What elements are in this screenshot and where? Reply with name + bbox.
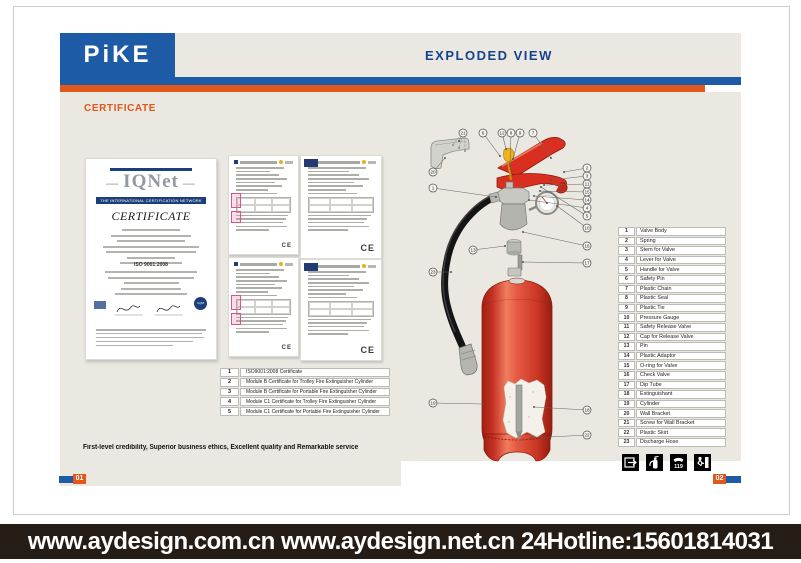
part-name: Pressure Gauge [636, 313, 726, 322]
decorative-block [308, 189, 346, 191]
decorative-block [312, 161, 360, 164]
ce-mark: CE [360, 243, 375, 253]
part-name: Discharge Hose [636, 438, 726, 447]
decorative-block [330, 205, 351, 212]
parts-list-row [618, 409, 726, 418]
part-name: Plastic Tie [636, 304, 726, 313]
callout-number: 23 [430, 269, 436, 275]
callout-leader-line [557, 206, 587, 228]
decorative-block [308, 171, 349, 173]
decorative-block [308, 330, 369, 332]
signatures [111, 297, 191, 321]
decorative-block [236, 218, 286, 220]
certificate-body-text-2 [101, 271, 201, 299]
decorative-block [308, 193, 357, 195]
decorative-block [236, 324, 283, 326]
ce-mark: CE [281, 243, 292, 249]
decorative-block [236, 189, 268, 191]
certificate-text-lines [236, 167, 291, 194]
part-name: Stem for Valve [636, 246, 726, 255]
part-number: 12 [618, 333, 635, 342]
approval-stamp [231, 295, 241, 310]
decorative-block [330, 302, 351, 309]
callout-number: 3 [585, 173, 589, 179]
part-name: Screw for Wall Bracket [636, 419, 726, 428]
certificate-table-row [220, 407, 390, 416]
callout-number: 18 [584, 407, 590, 413]
decorative-block [272, 300, 290, 307]
decorative-block [236, 174, 279, 176]
decorative-block [279, 160, 283, 164]
emergency-exit-sign-icon [694, 454, 711, 471]
decorative-block [309, 205, 330, 212]
page-number-right: 02 [713, 474, 726, 484]
iqnet-logo [86, 171, 216, 193]
parts-list-row [618, 390, 726, 399]
decorative-block [308, 218, 367, 220]
decorative-block [362, 264, 366, 268]
part-number: 21 [618, 419, 635, 428]
decorative-block [308, 275, 349, 277]
decorative-block [255, 205, 273, 212]
decorative-block [308, 185, 363, 187]
parts-list-row [618, 256, 726, 265]
decorative-block [308, 222, 364, 224]
callout-number: 7 [531, 130, 535, 136]
part-number: 22 [618, 428, 635, 437]
decorative-block [272, 307, 290, 314]
callout-number: 10 [584, 225, 590, 231]
header-orange-bar [60, 85, 705, 92]
certificate-text-lines [308, 271, 374, 298]
decorative-block [308, 286, 354, 288]
decorative-block [330, 309, 351, 316]
fire-equipment-sign-icon [622, 454, 639, 471]
iqnet-logo-text: IQNet [123, 171, 179, 192]
decorative-block [330, 198, 351, 205]
part-number: 7 [618, 285, 635, 294]
page-marker-bar-right [726, 476, 741, 483]
decorative-block [236, 291, 268, 293]
decorative-block [308, 229, 348, 231]
certificate-title: CERTIFICATE [111, 209, 191, 223]
part-name: Lever for Valve [636, 256, 726, 265]
part-name: Plastic Adaptor [636, 352, 726, 361]
certificate-table-number: 4 [220, 397, 239, 406]
parts-list-row [618, 285, 726, 294]
part-name: Wall Bracket [636, 409, 726, 418]
callout-number: 17 [584, 260, 590, 266]
decorative-block [236, 171, 270, 173]
decorative-block [362, 160, 366, 164]
certificate-header-marks [234, 262, 293, 266]
certificate-thumbnail [300, 259, 382, 361]
decorative-block [236, 295, 277, 297]
callout-number: 21 [460, 130, 466, 136]
certificate-text-lines [236, 269, 291, 296]
part-number: 20 [618, 409, 635, 418]
brand-logo-box [60, 33, 175, 77]
callout-number: 14 [584, 197, 590, 203]
part-name: Spring [636, 237, 726, 246]
callout-number: 5 [585, 213, 589, 219]
wall-bracket-part [431, 137, 469, 169]
part-name: Valve Body [636, 227, 726, 236]
parts-list-row [618, 342, 726, 351]
parts-list-row [618, 323, 726, 332]
page-number-left: 01 [73, 474, 86, 484]
decorative-block [234, 262, 238, 266]
valve-body-part [489, 182, 529, 230]
callout-number: 2 [585, 165, 589, 171]
certificate-data-table [308, 301, 374, 317]
decorative-block [272, 198, 290, 205]
certificate-table-number: 5 [220, 407, 239, 416]
part-name: Handle for Valve [636, 265, 726, 274]
certificate-table-label: Module C1 Certificate for Trolley Fire Extinguisher Cylinder [240, 397, 390, 406]
decorative-block [352, 198, 373, 205]
part-name: Safety Pin [636, 275, 726, 284]
decorative-block [308, 182, 354, 184]
certificate-table-row [220, 397, 390, 406]
decorative-block [312, 265, 360, 268]
decorative-block [236, 276, 279, 278]
ce-mark: CE [281, 345, 292, 351]
decorative-block [308, 319, 371, 321]
certificate-table-label: Module B Certificate for Portable Fire Extinguisher Cylinder [240, 388, 390, 397]
parts-list-row [618, 246, 726, 255]
parts-list-row [618, 352, 726, 361]
decorative-block [236, 317, 288, 319]
decorative-block [236, 280, 287, 282]
callout-number: 11 [584, 181, 590, 187]
part-number: 14 [618, 352, 635, 361]
decorative-block [285, 161, 293, 164]
part-name: Plastic Seal [636, 294, 726, 303]
page-marker-bar-left [59, 476, 73, 483]
fire-extinguisher-sign-icon [646, 454, 663, 471]
parts-list-row [618, 438, 726, 447]
decorative-block [236, 215, 288, 217]
ce-mark: CE [360, 345, 375, 355]
certificate-fine-print [96, 329, 206, 348]
certificate-text-lines [236, 215, 291, 231]
notified-body-mark [304, 263, 318, 271]
phone-icon-number: 119 [674, 464, 683, 470]
approval-stamp [231, 313, 241, 325]
cqm-badge: CQM [194, 297, 207, 310]
company-tagline: First-level credibility, Superior business ethics, Excellent quality and Remarkable service [83, 444, 359, 451]
certificate-table-number: 3 [220, 388, 239, 397]
certificate-data-table [236, 299, 291, 315]
decorative-block [236, 229, 269, 231]
callout-leader-line [523, 232, 587, 246]
decorative-block [236, 284, 275, 286]
decorative-block [285, 263, 293, 266]
callout-number: 4 [585, 205, 589, 211]
parts-list-row [618, 294, 726, 303]
certificate-text-lines [308, 167, 374, 194]
adaptor-and-stem-parts [507, 240, 522, 277]
decorative-block [308, 322, 367, 324]
certificate-data-table [308, 197, 374, 213]
decorative-block [308, 226, 369, 228]
callout-number: 20 [430, 169, 436, 175]
part-number: 11 [618, 323, 635, 332]
decorative-block [309, 309, 330, 316]
certificate-table-number: 1 [220, 368, 239, 377]
parts-list-row [618, 419, 726, 428]
certificate-table-number: 2 [220, 378, 239, 387]
footer-contact-text: www.aydesign.com.cn www.aydesign.net.cn 24Hotline:15601814031 [27, 527, 774, 555]
parts-list-row [618, 304, 726, 313]
part-number: 1 [618, 227, 635, 236]
callout-leader-line [523, 262, 587, 263]
part-number: 15 [618, 361, 635, 370]
decorative-block [308, 289, 363, 291]
part-name: Extinguishant [636, 390, 726, 399]
certificate-table-row [220, 378, 390, 387]
callout-leader-line [433, 403, 483, 404]
decorative-block [352, 205, 373, 212]
parts-list-row [618, 400, 726, 409]
parts-list-row [618, 237, 726, 246]
decorative-block [236, 331, 269, 333]
header-blue-bar [60, 77, 741, 85]
decorative-block [308, 326, 364, 328]
part-number: 9 [618, 304, 635, 313]
part-name: Safety Release Valve [636, 323, 726, 332]
part-number: 3 [618, 246, 635, 255]
certificate-list-table [220, 368, 390, 417]
part-number: 18 [618, 390, 635, 399]
part-name: Cap for Release Valve [636, 333, 726, 342]
part-number: 17 [618, 381, 635, 390]
decorative-block [236, 182, 275, 184]
certificate-section-title: CERTIFICATE [84, 103, 156, 114]
decorative-block [352, 309, 373, 316]
callout-number: 16 [584, 243, 590, 249]
decorative-block [240, 263, 277, 266]
callout-leader-line [473, 246, 505, 250]
parts-list-row [618, 428, 726, 437]
callout-number: 22 [584, 432, 590, 438]
footer-bar [0, 524, 801, 559]
parts-list-row [618, 313, 726, 322]
decorative-block [308, 293, 346, 295]
part-number: 6 [618, 275, 635, 284]
certificate-text-lines [308, 215, 374, 231]
part-number: 16 [618, 371, 635, 380]
decorative-block [308, 215, 371, 217]
decorative-block [255, 307, 273, 314]
decorative-block [279, 262, 283, 266]
decorative-block [368, 161, 376, 164]
decorative-block [236, 273, 270, 275]
part-number: 19 [618, 400, 635, 409]
decorative-block [309, 302, 330, 309]
part-name: Cylinder [636, 400, 726, 409]
part-number: 2 [618, 237, 635, 246]
decorative-block [308, 271, 366, 273]
decorative-block [308, 167, 366, 169]
safety-icons-row [622, 454, 711, 471]
parts-list-row [618, 275, 726, 284]
decorative-block [352, 302, 373, 309]
part-number: 8 [618, 294, 635, 303]
decorative-block [236, 287, 282, 289]
iqnet-small-badge [94, 301, 106, 309]
callout-number: 1 [431, 185, 435, 191]
callout-number: 12 [499, 130, 505, 136]
emergency-phone-sign-icon [670, 454, 687, 471]
decorative-block [236, 185, 282, 187]
header-strip [175, 33, 741, 77]
page-title: EXPLODED VIEW [425, 47, 553, 63]
decorative-block [308, 174, 359, 176]
decorative-block [234, 160, 238, 164]
parts-list-row [618, 361, 726, 370]
decorative-block [236, 178, 287, 180]
parts-list-row [618, 333, 726, 342]
part-number: 23 [618, 438, 635, 447]
part-name: Check Valve [636, 371, 726, 380]
certificate-table-label: ISO9001:2008 Certificate [240, 368, 390, 377]
part-number: 10 [618, 313, 635, 322]
brand-logo: PiKE [83, 41, 152, 68]
certificate-text-lines [308, 319, 374, 335]
approval-stamp [231, 193, 241, 208]
decorative-block [368, 265, 376, 268]
approval-stamp [231, 211, 241, 223]
decorative-block [236, 320, 286, 322]
decorative-block [308, 297, 357, 299]
part-name: Dip Tube [636, 381, 726, 390]
callout-number: 6 [481, 130, 485, 136]
part-name: Plastic Chain [636, 285, 726, 294]
certificate-data-table [236, 197, 291, 213]
parts-list-row [618, 371, 726, 380]
parts-list-row [618, 227, 726, 236]
callout-leader-line [431, 185, 496, 197]
part-name: Plastic Skirt [636, 428, 726, 437]
callout-number: 9 [518, 130, 522, 136]
decorative-block [308, 278, 359, 280]
decorative-block [236, 226, 287, 228]
part-number: 4 [618, 256, 635, 265]
certificate-table-label: Module B Certificate for Trolley Fire Extinguisher Cylinder [240, 378, 390, 387]
callout-number: 13 [470, 247, 476, 253]
part-number: 13 [618, 342, 635, 351]
parts-list-table [618, 227, 726, 448]
certificate-header-marks [234, 160, 293, 164]
decorative-block [272, 205, 290, 212]
decorative-block [309, 198, 330, 205]
decorative-block [308, 333, 348, 335]
decorative-block [236, 328, 287, 330]
decorative-block [236, 269, 284, 271]
decorative-block [236, 222, 283, 224]
decorative-block [236, 167, 284, 169]
part-number: 5 [618, 265, 635, 274]
callout-number: 19 [430, 400, 436, 406]
callout-number: 8 [509, 130, 513, 136]
certificate-text-lines [236, 317, 291, 333]
parts-list-row [618, 381, 726, 390]
certificate-table-row [220, 368, 390, 377]
part-name: Pin [636, 342, 726, 351]
iqnet-certificate [85, 158, 217, 360]
notified-body-mark [304, 159, 318, 167]
decorative-block [236, 193, 277, 195]
certificate-thumbnail [228, 257, 299, 357]
certificate-table-label: Module C1 Certificate for Portable Fire Extinguisher Cylinder [240, 407, 390, 416]
decorative-block [240, 161, 277, 164]
certificate-thumbnail [228, 155, 299, 255]
decorative-block [308, 178, 369, 180]
decorative-block [255, 198, 273, 205]
certificate-table-row [220, 388, 390, 397]
iso-standard-line: ISO 9001:2008 [134, 262, 168, 268]
callout-number: 15 [584, 189, 590, 195]
certificate-thumbnail [300, 155, 382, 259]
decorative-block [308, 282, 369, 284]
decorative-block [255, 300, 273, 307]
iqnet-network-caption: THE INTERNATIONAL CERTIFICATION NETWORK [96, 197, 206, 204]
part-name: O-ring for Valve [636, 361, 726, 370]
parts-list-row [618, 265, 726, 274]
cutaway-dip-tube [503, 379, 546, 441]
